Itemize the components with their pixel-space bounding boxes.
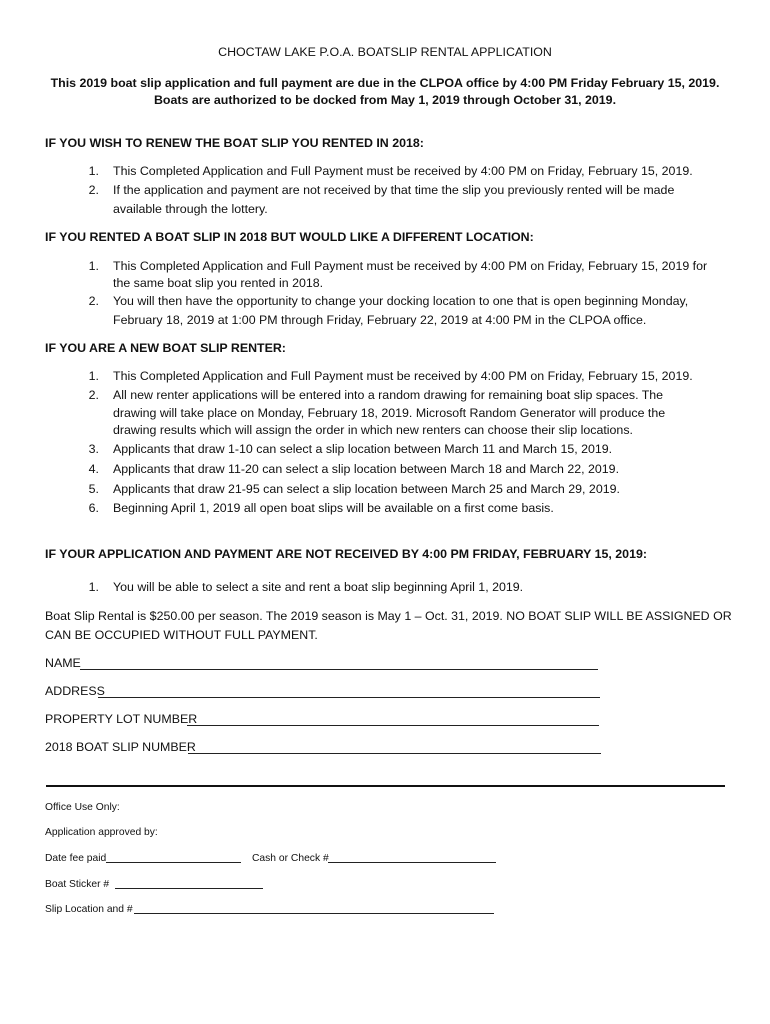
list-item-text: This Completed Application and Full Payment must be received by 4:00 PM on Friday, February 15, 2019. — [113, 369, 693, 383]
boat-slip-2018-label: 2018 BOAT SLIP NUMBER — [45, 740, 196, 754]
name-field[interactable] — [80, 669, 598, 670]
list-item-text: Applicants that draw 21-95 can select a slip location between March 25 and March 29, 2019. — [113, 482, 620, 496]
list-number: 4. — [88, 462, 99, 476]
date-fee-paid-label: Date fee paid — [45, 853, 107, 864]
list-number: 5. — [88, 482, 99, 496]
list-item-text: February 18, 2019 at 1:00 PM through Friday, February 22, 2019 at 4:00 PM in the CLPOA office. — [113, 313, 647, 327]
cash-check-label: Cash or Check # — [252, 853, 329, 864]
list-number: 3. — [88, 442, 99, 456]
list-item-text: drawing results which will assign the order in which new renters can choose their slip locations. — [113, 423, 633, 437]
section-heading-renew: IF YOU WISH TO RENEW THE BOAT SLIP YOU RENTED IN 2018: — [45, 136, 424, 150]
list-item-text: Beginning April 1, 2019 all open boat slips will be available on a first come basis. — [113, 501, 554, 515]
list-number: 1. — [88, 580, 99, 594]
slip-location-label: Slip Location and # — [45, 904, 133, 915]
application-approved-label: Application approved by: — [45, 827, 158, 838]
form-title: CHOCTAW LAKE P.O.A. BOATSLIP RENTAL APPLICATION — [218, 45, 552, 59]
section-heading-late-application: IF YOUR APPLICATION AND PAYMENT ARE NOT RECEIVED BY 4:00 PM FRIDAY, FEBRUARY 15, 2019: — [45, 547, 647, 561]
address-field[interactable] — [98, 697, 600, 698]
list-number: 1. — [88, 164, 99, 178]
cash-check-field[interactable] — [328, 862, 496, 863]
rental-fee-note-continued: CAN BE OCCUPIED WITHOUT FULL PAYMENT. — [45, 628, 318, 642]
list-item-text: You will then have the opportunity to change your docking location to one that is open beginning Monday, — [113, 294, 689, 308]
property-lot-field[interactable] — [187, 725, 599, 726]
rental-fee-note: Boat Slip Rental is $250.00 per season. The 2019 season is May 1 – Oct. 31, 2019. NO BOAT SLIP WILL BE ASSIGNED OR — [45, 609, 732, 623]
list-number: 2. — [88, 388, 99, 402]
boat-sticker-field[interactable] — [115, 888, 263, 889]
address-label: ADDRESS — [45, 684, 105, 698]
list-number: 6. — [88, 501, 99, 515]
list-item-text: If the application and payment are not received by that time the slip you previously rented will be made — [113, 183, 675, 197]
office-use-heading: Office Use Only: — [45, 802, 120, 813]
list-item-text: You will be able to select a site and rent a boat slip beginning April 1, 2019. — [113, 580, 524, 594]
list-number: 2. — [88, 183, 99, 197]
list-item-text: available through the lottery. — [113, 202, 268, 216]
list-item-text: the same boat slip you rented in 2018. — [113, 276, 324, 290]
docking-period-notice: Boats are authorized to be docked from May 1, 2019 through October 31, 2019. — [153, 93, 617, 107]
section-heading-new-renter: IF YOU ARE A NEW BOAT SLIP RENTER: — [45, 341, 286, 355]
boat-sticker-label: Boat Sticker # — [45, 879, 110, 890]
list-item-text: drawing will take place on Monday, February 18, 2019. Microsoft Random Generator will produce the — [113, 406, 666, 420]
slip-location-field[interactable] — [134, 913, 494, 914]
name-label: NAME — [45, 656, 81, 670]
date-fee-paid-field[interactable] — [106, 862, 241, 863]
list-item-text: All new renter applications will be entered into a random drawing for remaining boat slip spaces. The — [113, 388, 664, 402]
list-item-text: This Completed Application and Full Payment must be received by 4:00 PM on Friday, February 15, 2019. — [113, 164, 693, 178]
list-number: 2. — [88, 294, 99, 308]
due-date-notice: This 2019 boat slip application and full payment are due in the CLPOA office by 4:00 PM Friday February 15, 2019. — [50, 76, 720, 90]
list-item-text: Applicants that draw 1-10 can select a slip location between March 11 and March 15, 2019. — [113, 442, 613, 456]
boat-slip-2018-field[interactable] — [188, 753, 601, 754]
list-number: 1. — [88, 259, 99, 273]
property-lot-label: PROPERTY LOT NUMBER — [45, 712, 198, 726]
section-divider — [46, 785, 725, 787]
list-number: 1. — [88, 369, 99, 383]
section-heading-different-location: IF YOU RENTED A BOAT SLIP IN 2018 BUT WOULD LIKE A DIFFERENT LOCATION: — [45, 230, 534, 244]
list-item-text: Applicants that draw 11-20 can select a slip location between March 18 and March 22, 2019. — [113, 462, 620, 476]
list-item-text: This Completed Application and Full Payment must be received by 4:00 PM on Friday, February 15, 2019 for — [113, 259, 708, 273]
